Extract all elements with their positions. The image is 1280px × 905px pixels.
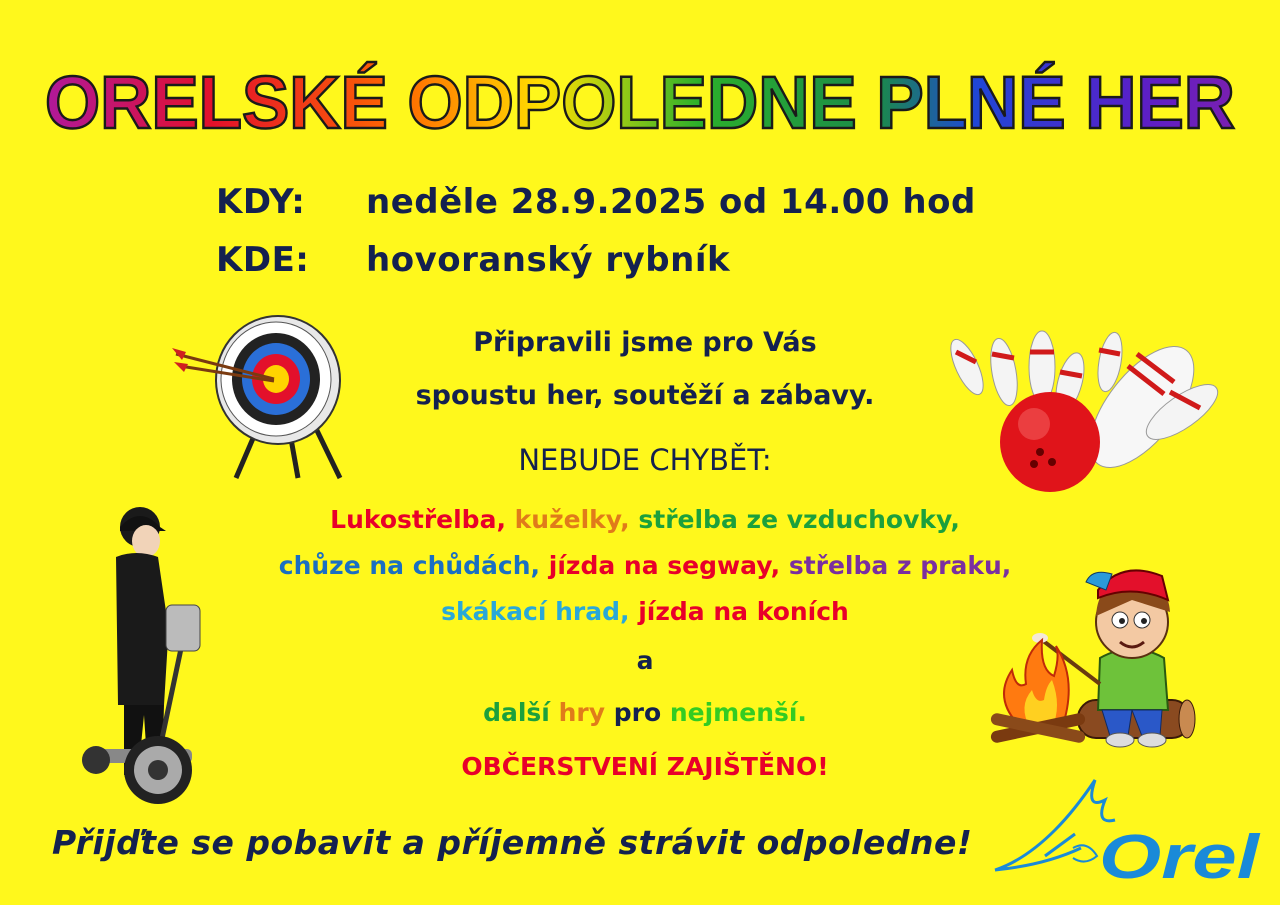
intro-line-2: spoustu her, soutěží a zábavy.	[415, 380, 875, 411]
where-row	[216, 240, 730, 280]
when-value: neděle 28.9.2025 od 14.00 hod	[366, 182, 976, 222]
activity-bowling: kuželky	[514, 505, 621, 534]
activities-and: a	[636, 646, 654, 675]
activity-stilts: chůze na chůdách	[278, 551, 531, 580]
orel-logo	[985, 770, 1275, 899]
segway-rider-icon	[76, 505, 216, 814]
activity-archery: Lukostřelba	[330, 505, 497, 534]
orel-logo-text: Orel	[1099, 823, 1262, 892]
footer-invitation: Přijďte se pobavit a příjemně strávit odpoledne!	[52, 823, 973, 862]
where-label: KDE:	[216, 240, 310, 280]
comma: ,	[620, 505, 630, 534]
activity-bouncy-castle: skákací hrad	[441, 597, 620, 626]
more-word-3: pro	[613, 698, 662, 727]
nebude-chybet-heading: NEBUDE CHYBĚT:	[518, 443, 772, 477]
event-title-text: ORELSKÉ ODPOLEDNE PLNÉ HER	[45, 61, 1235, 144]
activity-slingshot: střelba z praku	[788, 551, 1002, 580]
comma: ,	[770, 551, 781, 580]
event-title	[0, 56, 1280, 146]
more-word-4: nejmenší.	[669, 698, 807, 727]
where-value: hovoranský rybník	[366, 240, 731, 280]
when-label: KDY:	[216, 182, 306, 222]
activity-horse-riding: jízda na koních	[638, 597, 849, 626]
bowling-icon	[942, 312, 1232, 501]
activity-air-rifle: střelba ze vzduchovky	[638, 505, 951, 534]
comma: ,	[496, 505, 506, 534]
comma: ,	[619, 597, 630, 626]
campfire-kid-icon	[982, 560, 1202, 759]
more-word-2: hry	[558, 698, 606, 727]
archery-target-icon	[168, 312, 348, 486]
comma: ,	[950, 505, 960, 534]
more-word-1: další	[483, 698, 550, 727]
intro-line-1: Připravili jsme pro Vás	[473, 327, 817, 358]
comma: ,	[530, 551, 541, 580]
refreshment-note: OBČERSTVENÍ ZAJIŠTĚNO!	[461, 752, 829, 781]
activity-segway: jízda na segway	[548, 551, 771, 580]
when-row	[216, 182, 976, 222]
comma: ,	[1001, 551, 1012, 580]
